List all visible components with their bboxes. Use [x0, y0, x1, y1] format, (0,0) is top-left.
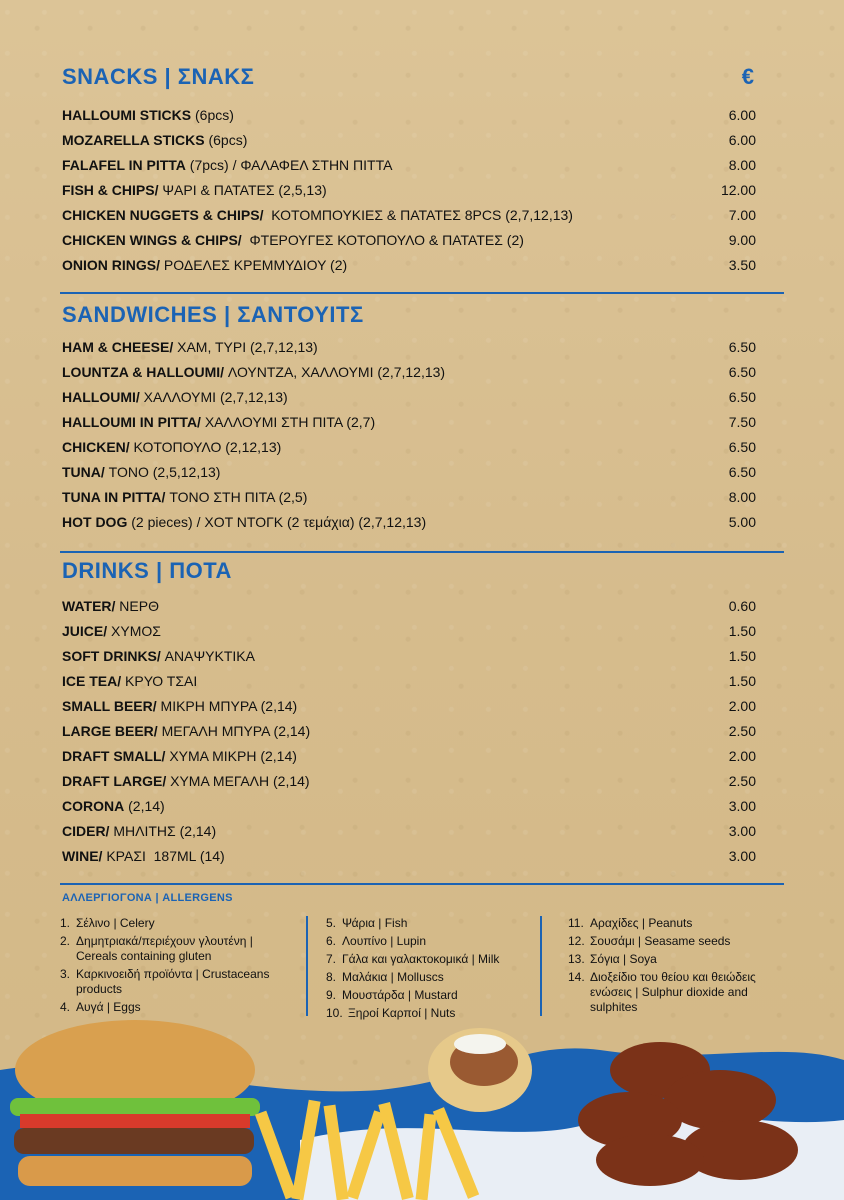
menu-item-name: [62, 464, 220, 480]
allergen-text: Δημητριακά/περιέχουν γλουτένη | Cereals containing gluten: [76, 934, 253, 963]
menu-item-price: 8.00: [728, 156, 756, 173]
drinks-title: DRINKS | ΠΟΤΑ: [62, 558, 232, 583]
menu-item-title: DRAFT LARGE/: [62, 772, 167, 789]
menu-item-title: CHICKEN/: [62, 438, 130, 455]
menu-item-name: [62, 207, 573, 223]
menu-item-title: CIDER/: [62, 822, 110, 839]
snacks-title: SNACKS | ΣΝΑΚΣ: [62, 64, 255, 89]
divider: [60, 292, 784, 294]
menu-item-description: ΧΑΛΛΟΥΜΙ (2,7,12,13): [139, 388, 288, 405]
menu-item-description: ΨΑΡΙ & ΠΑΤΑΤΕΣ (2,5,13): [158, 181, 327, 198]
menu-item-price: 5.00: [728, 513, 756, 530]
menu-item: [62, 409, 782, 434]
allergen-number: 7.: [326, 952, 337, 966]
menu-item-title: TUNA/: [62, 463, 105, 480]
menu-item-description: (6pcs): [191, 106, 234, 123]
menu-item-title: HALLOUMI IN PITTA/: [62, 413, 201, 430]
allergen-item: [568, 952, 792, 967]
menu-item-description: ΤΟΝΟ (2,5,12,13): [104, 463, 221, 480]
menu-item-price: 3.00: [728, 822, 756, 839]
menu-item-name: [62, 489, 307, 505]
menu-item-description: ΧΥΜΑ ΜΙΚΡΗ (2,14): [165, 747, 297, 764]
currency-symbol: €: [741, 64, 754, 89]
menu-item-price: 2.50: [728, 722, 756, 739]
menu-item: [62, 102, 782, 127]
allergen-text: Διοξείδιο του θείου και θειώδεις ενώσεις | Sulphur dioxide and sulphites: [590, 970, 756, 1014]
menu-item: [62, 152, 782, 177]
menu-item-price: 2.00: [728, 747, 756, 764]
menu-item-title: HALLOUMI/: [62, 388, 140, 405]
menu-item-title: LARGE BEER/: [62, 722, 158, 739]
gyro-image: [428, 1028, 532, 1112]
sandwiches-section: [62, 302, 782, 534]
menu-item-title: SMALL BEER/: [62, 697, 157, 714]
allergen-text: Καρκινοειδή προϊόντα | Crustaceans products: [76, 967, 270, 996]
sandwiches-header: [62, 302, 782, 336]
menu-item-description: ΧΥΜΑ ΜΕΓΑΛΗ (2,14): [166, 772, 310, 789]
menu-item-title: LOUNTZA & HALLOUMI/: [62, 363, 225, 380]
menu-item-price: 2.00: [728, 697, 756, 714]
menu-item-description: ΧΑΜ, ΤΥΡΙ (2,7,12,13): [173, 338, 318, 355]
allergens-column-2: [326, 916, 532, 1024]
allergen-text: Ξηροί Καρποί | Nuts: [348, 1006, 456, 1020]
menu-item-title: JUICE/: [62, 622, 108, 639]
allergens-title: ΑΛΛΕΡΓΙΟΓΟΝΑ | ALLERGENS: [62, 892, 233, 904]
menu-item-description: ΜΙΚΡΗ ΜΠΥΡΑ (2,14): [156, 697, 298, 714]
snacks-section: [62, 64, 782, 277]
menu-item-description: ΡΟΔΕΛΕΣ ΚΡΕΜΜΥΔΙΟΥ (2): [160, 256, 348, 273]
menu-item-title: HOT DOG: [62, 513, 128, 530]
allergen-number: 9.: [326, 988, 337, 1002]
menu-item-name: [62, 514, 426, 530]
divider: [60, 551, 784, 553]
menu-item-description: ΦΤΕΡΟΥΓΕΣ ΚΟΤΟΠΟΥΛΟ & ΠΑΤΑΤΕΣ (2): [241, 231, 524, 248]
allergen-item: [60, 967, 296, 997]
allergen-number: 13.: [568, 952, 585, 966]
menu-item-title: WATER/: [62, 597, 116, 614]
menu-item-title: FISH & CHIPS/: [62, 181, 159, 198]
menu-item-description: (7pcs) / ΦΑΛΑΦΕΛ ΣΤΗΝ ΠΙΤΤΑ: [185, 156, 393, 173]
allergen-number: 10.: [326, 1006, 343, 1020]
menu-item-name: [62, 748, 297, 764]
menu-item: [62, 359, 782, 384]
menu-item-price: 2.50: [728, 772, 756, 789]
allergen-number: 8.: [326, 970, 337, 984]
menu-item: [62, 334, 782, 359]
allergen-item: [568, 916, 792, 931]
menu-item: [62, 459, 782, 484]
menu-item-description: ΛΟΥΝΤΖΑ, ΧΑΛΛΟΥΜΙ (2,7,12,13): [224, 363, 446, 380]
menu-item-name: [62, 157, 392, 173]
menu-item-name: [62, 848, 225, 864]
sandwiches-title: SANDWICHES | ΣΑΝΤΟΥΙΤΣ: [62, 302, 364, 327]
menu-item-title: WINE/: [62, 847, 103, 864]
allergen-text: Γάλα και γαλακτοκομικά | Milk: [342, 952, 500, 966]
allergen-item: [326, 934, 532, 949]
menu-item-title: CORONA: [62, 797, 125, 814]
allergen-item: [60, 916, 296, 931]
menu-item-name: [62, 107, 234, 123]
menu-item-description: (6pcs): [204, 131, 248, 148]
menu-item-description: ΜΗΛΙΤΗΣ (2,14): [109, 822, 217, 839]
menu-item-name: [62, 648, 255, 664]
allergen-number: 2.: [60, 934, 71, 948]
menu-item-price: 6.00: [728, 131, 756, 148]
menu-item: [62, 484, 782, 509]
menu-item-price: 7.50: [728, 413, 756, 430]
allergen-text: Σόγια | Soya: [590, 952, 657, 966]
menu-item-price: 8.00: [728, 488, 756, 505]
allergen-text: Μουστάρδα | Mustard: [342, 988, 458, 1002]
divider: [60, 883, 784, 885]
menu-item: [62, 768, 782, 793]
menu-item-name: [62, 798, 165, 814]
menu-item-title: HAM & CHEESE/: [62, 338, 174, 355]
allergen-text: Αυγά | Eggs: [76, 1000, 141, 1014]
menu-item: [62, 227, 782, 252]
menu-item-price: 6.50: [728, 363, 756, 380]
menu-item-price: 7.00: [728, 206, 756, 223]
menu-item-name: [62, 598, 159, 614]
menu-item-price: 6.50: [728, 463, 756, 480]
allergen-number: 5.: [326, 916, 337, 930]
menu-item-name: [62, 673, 197, 689]
menu-item: [62, 643, 782, 668]
menu-item-title: MOZARELLA STICKS: [62, 131, 205, 148]
column-separator: [540, 916, 542, 1016]
menu-item: [62, 127, 782, 152]
allergen-number: 12.: [568, 934, 585, 948]
menu-item-name: [62, 232, 524, 248]
menu-item-price: 6.50: [728, 338, 756, 355]
allergen-text: Ψάρια | Fish: [342, 916, 408, 930]
menu-item-price: 3.50: [728, 256, 756, 273]
allergen-text: Σουσάμι | Seasame seeds: [590, 934, 731, 948]
menu-item-title: CHICKEN NUGGETS & CHIPS/: [62, 206, 264, 223]
menu-item-description: ΝΕΡΘ: [115, 597, 159, 614]
menu-item-price: 9.00: [728, 231, 756, 248]
drinks-section: [62, 558, 782, 868]
allergen-item: [568, 934, 792, 949]
snacks-header: [62, 64, 782, 98]
menu-item-description: ΧΑΛΛΟΥΜΙ ΣΤΗ ΠΙΤΑ (2,7): [200, 413, 376, 430]
menu-item: [62, 177, 782, 202]
allergen-item: [326, 988, 532, 1003]
menu-item-name: [62, 257, 347, 273]
menu-item-price: 1.50: [728, 672, 756, 689]
menu-item: [62, 718, 782, 743]
menu-item-price: 1.50: [728, 647, 756, 664]
menu-item: [62, 843, 782, 868]
menu-item-title: DRAFT SMALL/: [62, 747, 166, 764]
allergen-number: 6.: [326, 934, 337, 948]
menu-item-name: [62, 823, 216, 839]
allergen-number: 11.: [568, 916, 584, 930]
menu-item-price: 3.00: [728, 847, 756, 864]
menu-item-title: TUNA IN PITTA/: [62, 488, 166, 505]
menu-item: [62, 618, 782, 643]
snacks-list: [62, 102, 782, 277]
menu-item-description: ΚΟΤΟΜΠΟΥΚΙΕΣ & ΠΑΤΑΤΕΣ 8PCS (2,7,12,13): [263, 206, 573, 223]
menu-item-name: [62, 339, 318, 355]
menu-item-price: 6.50: [728, 438, 756, 455]
allergens-column-3: [568, 916, 792, 1018]
allergen-text: Αραχίδες | Peanuts: [590, 916, 693, 930]
menu-item-title: ICE TEA/: [62, 672, 122, 689]
menu-item-name: [62, 623, 161, 639]
menu-item-description: (2 pieces) / ΧΟΤ ΝΤΟΓΚ (2 τεμάχια) (2,7,12,13): [127, 513, 427, 530]
burger-image: [10, 1020, 260, 1186]
menu-item: [62, 743, 782, 768]
allergen-text: Μαλάκια | Molluscs: [342, 970, 444, 984]
allergen-item: [326, 916, 532, 931]
menu-item-description: ΚΟΤΟΠΟΥΛΟ (2,12,13): [129, 438, 282, 455]
menu-item-name: [62, 132, 247, 148]
menu-item-price: 6.00: [728, 106, 756, 123]
allergens-column-1: [60, 916, 296, 1018]
menu-item: [62, 693, 782, 718]
allergen-number: 1.: [60, 916, 71, 930]
menu-item-title: ONION RINGS/: [62, 256, 161, 273]
food-illustration: [0, 1010, 844, 1200]
allergen-item: [326, 970, 532, 985]
menu-item: [62, 818, 782, 843]
allergen-number: 4.: [60, 1000, 71, 1014]
menu-item-description: ΤΟΝΟ ΣΤΗ ΠΙΤΑ (2,5): [165, 488, 308, 505]
menu-item-name: [62, 439, 281, 455]
drinks-list: [62, 593, 782, 868]
menu-item-title: HALLOUMI STICKS: [62, 106, 192, 123]
menu-item-price: 3.00: [728, 797, 756, 814]
menu-item-name: [62, 773, 310, 789]
menu-item: [62, 593, 782, 618]
menu-item: [62, 793, 782, 818]
menu-item-name: [62, 723, 310, 739]
menu-item-description: ΑΝΑΨΥΚΤΙΚΑ: [160, 647, 255, 664]
menu-item: [62, 252, 782, 277]
menu-item-price: 0.60: [728, 597, 756, 614]
menu-item-name: [62, 364, 445, 380]
menu-item-name: [62, 698, 297, 714]
drinks-header: [62, 558, 782, 592]
menu-item-price: 12.00: [720, 181, 756, 198]
menu-item: [62, 434, 782, 459]
allergen-number: 14.: [568, 970, 585, 984]
menu-item-description: ΚΡΥΟ ΤΣΑΙ: [121, 672, 198, 689]
menu-item-name: [62, 182, 327, 198]
menu-item: [62, 384, 782, 409]
menu-item-description: ΜΕΓΑΛΗ ΜΠΥΡΑ (2,14): [157, 722, 311, 739]
allergen-item: [326, 952, 532, 967]
menu-item-description: (2,14): [124, 797, 165, 814]
allergen-item: [568, 970, 792, 1015]
menu-item: [62, 202, 782, 227]
menu-item-title: SOFT DRINKS/: [62, 647, 161, 664]
menu-item-price: 6.50: [728, 388, 756, 405]
menu-item-price: 1.50: [728, 622, 756, 639]
menu-item-title: CHICKEN WINGS & CHIPS/: [62, 231, 242, 248]
allergen-text: Σέλινο | Celery: [76, 916, 155, 930]
menu-item: [62, 509, 782, 534]
menu-item-description: ΧΥΜΟΣ: [107, 622, 161, 639]
allergen-item: [60, 934, 296, 964]
menu-item-name: [62, 389, 288, 405]
menu-item-title: FALAFEL IN PITTA: [62, 156, 186, 173]
menu-item: [62, 668, 782, 693]
menu-item-name: [62, 414, 375, 430]
menu-item-description: ΚΡΑΣΙ 187ML (14): [102, 847, 225, 864]
allergen-number: 3.: [60, 967, 71, 981]
column-separator: [306, 916, 308, 1016]
sandwiches-list: [62, 334, 782, 534]
allergen-text: Λουπίνο | Lupin: [342, 934, 427, 948]
